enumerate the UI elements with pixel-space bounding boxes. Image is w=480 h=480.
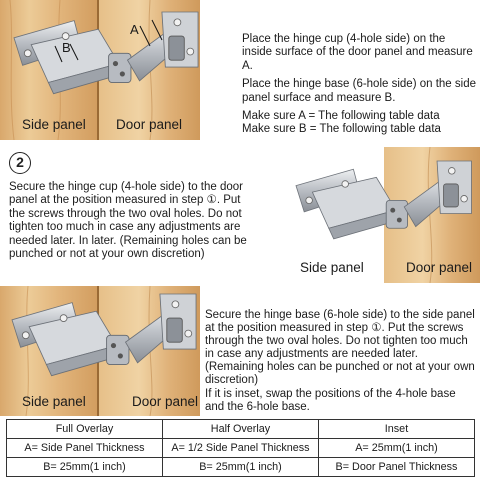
measure-label-b: B — [62, 40, 71, 55]
table-row — [7, 458, 475, 477]
measure-label-a: A — [130, 22, 139, 37]
overlay-spec-table — [6, 419, 475, 477]
step1-instructions — [242, 33, 478, 137]
cell-half-a: A= 1/2 Side Panel Thickness — [163, 439, 319, 458]
table-row — [7, 439, 475, 458]
step3-text-main: Secure the hinge base (6-hole side) to the side panel at the position measured in step ①. Put the screws through the two oval holes. Do not tighten too much in case any adjustments are needed later. — [205, 309, 475, 361]
step3-text-inset: If it is inset, swap the positions of the 4-hole base and the 6-hole base. — [205, 387, 456, 413]
table-header-row — [7, 420, 475, 439]
photo-step1 — [0, 0, 200, 140]
cell-half-b: B= 25mm(1 inch) — [163, 458, 319, 477]
step2-text: Secure the hinge cup (4-hole side) to the door panel at the position measured in step ①. Put the screws through the two oval holes. Do not tighten too much in case any adjustments are needed later. In later. (Remaining holes can be punched or not at your own discretion) — [9, 181, 247, 261]
side-panel-label: Side panel — [22, 117, 86, 132]
cell-full-b: B= 25mm(1 inch) — [7, 458, 163, 477]
step1-make-sure-a: Make sure A = The following table data — [242, 110, 440, 123]
header-inset: Inset — [319, 420, 475, 439]
side-panel-label: Side panel — [300, 260, 364, 275]
photo-step3 — [0, 286, 200, 416]
door-panel-label: Door panel — [406, 260, 473, 275]
step-2-marker: 2 — [9, 152, 31, 174]
step2-instructions — [9, 181, 259, 266]
door-panel-label: Door panel — [132, 394, 199, 409]
photo-step2 — [290, 147, 480, 283]
step3-text-remaining: (Remaining holes can be punched or not at your own discretion) — [205, 361, 475, 387]
side-panel-label: Side panel — [22, 394, 86, 409]
step1-make-sure-b: Make sure B = The following table data — [242, 123, 441, 136]
step1-text-cup: Place the hinge cup (4-hole side) on the inside surface of the door panel and measure A. — [242, 33, 473, 72]
cell-inset-b: B= Door Panel Thickness — [319, 458, 475, 477]
door-panel-label: Door panel — [116, 117, 183, 132]
cell-inset-a: A= 25mm(1 inch) — [319, 439, 475, 458]
header-half-overlay: Half Overlay — [163, 420, 319, 439]
header-full-overlay: Full Overlay — [7, 420, 163, 439]
step1-text-base: Place the hinge base (6-hole side) on the side panel surface and measure B. — [242, 78, 476, 104]
step3-instructions — [205, 309, 477, 414]
cell-full-a: A= Side Panel Thickness — [7, 439, 163, 458]
